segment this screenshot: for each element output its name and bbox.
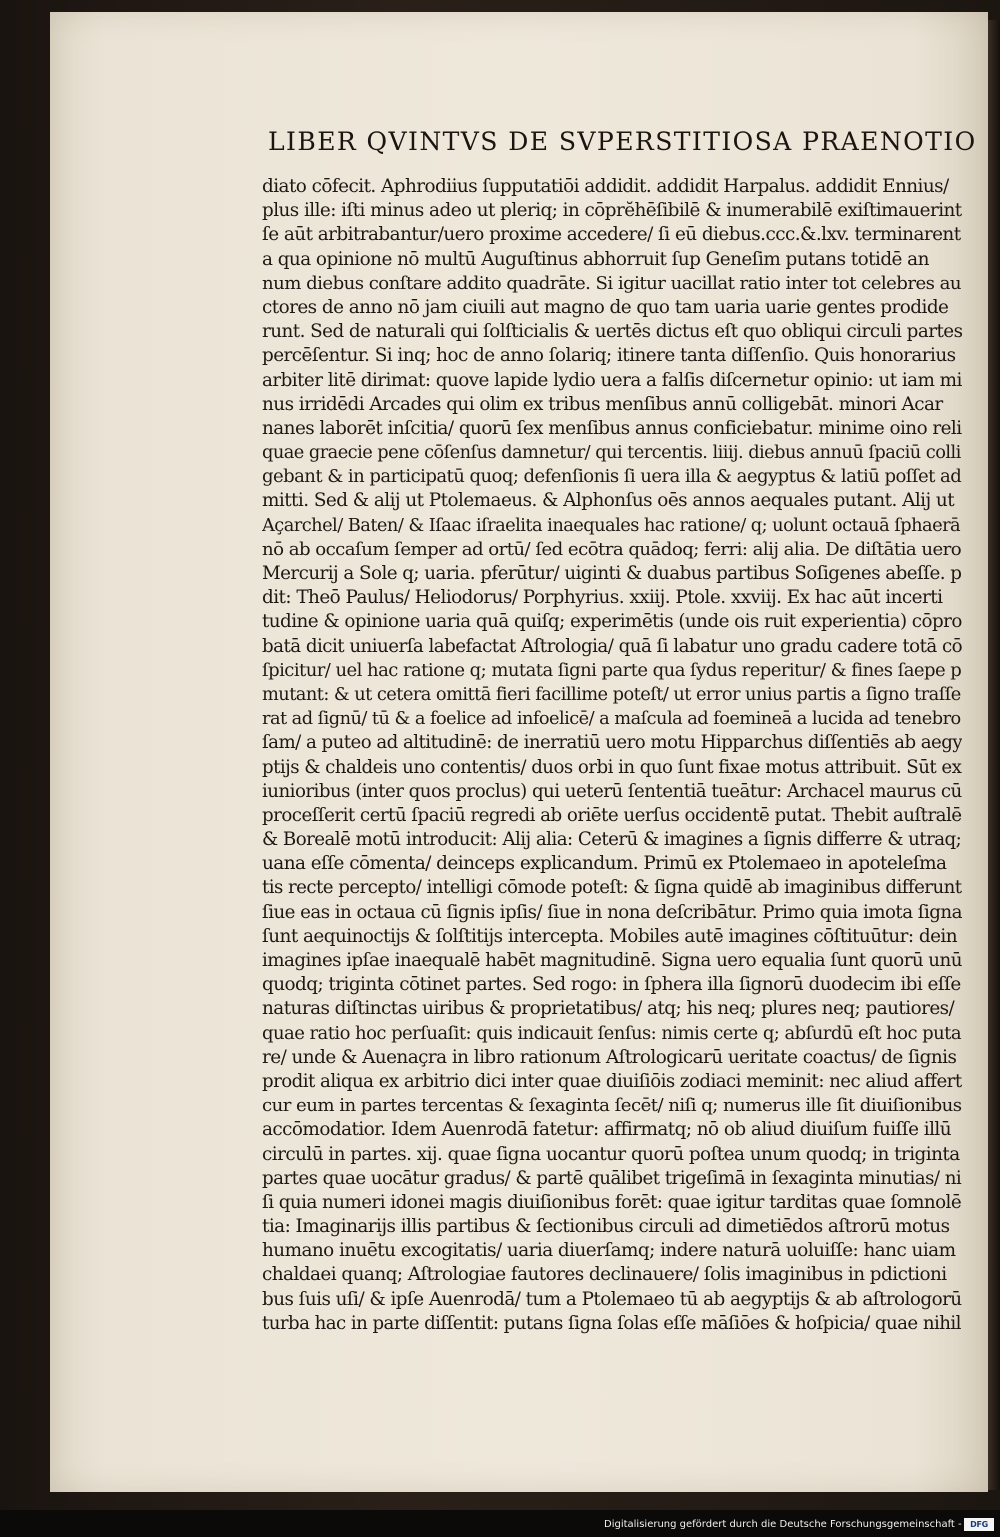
text-line: plus ille: iſti minus adeo ut pleriq; in cōprĕhēſibilē & inumerabilē exiſtimauerint bbox=[262, 200, 962, 222]
text-line: gebant & in participatū quoq; defenſionis ſi uera illa & aegyptus & latiū poſſet ad bbox=[262, 466, 962, 488]
text-line: accōmodatior. Idem Auenrodā fatetur: affirmatq; nō ob aliud diuiſum fuiſſe illū bbox=[262, 1119, 952, 1141]
text-line: arbiter litē dirimat: quove lapide lydio uera a falſis diſcernetur opinio: ut iam mi bbox=[262, 369, 962, 391]
text-line: & Borealē motū introducit: Alij alia: Ceterū & imagines a ſignis differre & utraq; bbox=[262, 829, 962, 851]
body-text bbox=[262, 175, 962, 1336]
text-line: humano inuētu excogitatis/ uaria diuerſamq; indere naturā uoluiſſe: hanc uiam bbox=[262, 1240, 956, 1262]
text-line: nus irridēdi Arcades qui olim ex tribus menſibus annū colligebāt. minori Acar bbox=[262, 393, 943, 415]
text-line: ſi quia numeri idonei magis diuiſionibus forēt: quae igitur tarditas quae ſomnolē bbox=[262, 1191, 962, 1213]
text-line: partes quae uocātur gradus/ & partē quālibet trigeſimā in ſexaginta minutias/ ni bbox=[262, 1167, 962, 1189]
text-line: proceſſerit certū ſpaciū regredi ab oriēte uerſus occidentē putat. Thebit auſtralē bbox=[262, 804, 962, 826]
text-line: tis recte percepto/ intelligi cōmode poteſt: & ſigna quidē ab imaginibus differunt bbox=[262, 877, 962, 899]
digitization-credit: Digitalisierung gefördert durch die Deutsche Forschungsgemeinschaft - bbox=[604, 1519, 962, 1530]
text-line: ſam/ a puteo ad altitudinē: de inerratiū uero motu Hipparchus diſſentiēs ab aegy bbox=[262, 732, 962, 754]
text-line: Mercurij a Sole q; uaria. pferūtur/ uiginti & duabus partibus Soſigenes abeſſe. p bbox=[262, 563, 962, 584]
text-line: imagines ipſae inaequalē habēt magnitudinē. Signa uero equalia ſunt quorū unū bbox=[262, 950, 962, 971]
text-line: naturas diſtinctas uiribus & proprietatibus/ atq; his neq; plures neq; pautiores/ bbox=[262, 998, 955, 1020]
text-line: tudine & opinione uaria quā quiſq; experimētis (unde ois ruit experientia) cōpro bbox=[262, 611, 962, 633]
text-line: Açarchel/ Baten/ & Iſaac iſraelita inaequales hac ratione/ q; uolunt octauā ſphaerā bbox=[262, 514, 961, 536]
text-line: diato cōfecit. Aphrodiius ſupputatiōi addidit. addidit Harpalus. addidit Ennius/ bbox=[262, 176, 949, 197]
running-head: LIBER QVINTVS DE SVPERSTITIOSA PRAENOTIO bbox=[268, 127, 977, 156]
text-line: quae ratio hoc perſuaſit: quis indicauit ſenſus: nimis certe q; abſurdū eſt hoc puta bbox=[262, 1022, 962, 1044]
text-line: rat ad ſignū/ tū & a foelice ad infoelicē/ a maſcula ad foemineā a lucida ad tenebro bbox=[262, 709, 961, 730]
text-line: runt. Sed de naturali qui ſolſticialis & uertēs dictus eſt quo obliqui circuli partes bbox=[262, 321, 962, 343]
text-line: ſpicitur/ uel hac ratione q; mutata ſigni parte qua ſydus reperitur/ & fines ſaepe p bbox=[262, 659, 962, 681]
text-line: quodq; triginta cōtinet partes. Sed rogo: in ſphera illa ſignorū duodecim ibi eſſe bbox=[262, 974, 961, 996]
text-line: cur eum in partes tercentas & ſexaginta ſecēt/ niſi q; numerus ille ſit diuiſionibus bbox=[262, 1095, 962, 1117]
text-line: a qua opinione nō multū Auguſtinus abhorruit ſup Geneſim putans totidē an bbox=[262, 248, 929, 270]
text-line: ſe aūt arbitrabantur/uero proxime accedere/ ſi eū diebus.ccc.&.lxv. terminarent bbox=[262, 224, 961, 246]
text-line: turba hac in parte diſſentit: putans ſigna ſolas eſſe māſiōes & hoſpicia/ quae nihil bbox=[262, 1312, 961, 1334]
text-line: tia: Imaginarijs illis partibus & ſectionibus circuli ad dimetiēdos aſtrorū motus bbox=[262, 1216, 950, 1238]
text-line: nanes laborēt inſcitia/ quorū ſex menſibus annus conficiebatur. minime oino reli bbox=[262, 417, 962, 439]
page-edge-shadow bbox=[988, 20, 1000, 1490]
text-line: ſunt aequinoctijs & ſolſtitijs intercepta. Mobiles autē imagines cōſtituūtur: dein bbox=[262, 925, 958, 947]
text-line: circulū in partes. xij. quae ſigna uocantur quorū poſtea unum quodq; in triginta bbox=[262, 1143, 960, 1165]
text-line: percēſentur. Si inq; hoc de anno ſolariq; itinere tanta diſſenſio. Quis honorarius bbox=[262, 345, 956, 367]
text-line: uana eſſe cōmenta/ deinceps explicandum. Primū ex Ptolemaeo in apoteleſma bbox=[262, 853, 947, 875]
text-line: batā dicit uniuerſa labefactat Aſtrologia/ quā ſi labatur uno gradu cadere totā cō bbox=[262, 635, 962, 657]
text-line: ſiue eas in octaua cū ſignis ipſis/ ſiue in nona deſcribātur. Primo quia imota ſigna bbox=[262, 901, 962, 923]
text-line: iunioribus (inter quos proclus) qui ueterū ſententiā tueātur: Archacel maurus cū bbox=[262, 780, 962, 802]
text-line: re/ unde & Auenaçra in libro rationum Aſtrologicarū ueritate coactus/ de ſignis bbox=[262, 1046, 957, 1068]
text-line: ptijs & chaldeis uno contentis/ duos orbi in quo ſunt fixae motus attribuit. Sūt ex bbox=[262, 756, 962, 778]
text-line: prodit aliqua ex arbitrio dici inter quae diuiſiōis zodiaci meminit: nec aliud affert bbox=[262, 1070, 962, 1092]
text-line: bus ſuis uſi/ & ipſe Auenrodā/ tum a Ptolemaeo tū ab aegyptijs & ab aſtrologorū bbox=[262, 1288, 962, 1310]
text-line: chaldaei quanq; Aſtrologiae fautores declinauere/ ſolis imaginibus in pdictioni bbox=[262, 1264, 947, 1286]
dfg-logo: DFG bbox=[964, 1518, 994, 1531]
text-line: mutant: & ut cetera omittā fieri facillime poteſt/ ut error unius partis a ſigno traſſe bbox=[262, 683, 961, 705]
text-line: ctores de anno nō jam ciuili aut magno de quo tam uaria uarie gentes prodide bbox=[262, 296, 949, 318]
text-line: dit: Theō Paulus/ Heliodorus/ Porphyrius. xxiij. Ptole. xxviij. Ex hac aūt incerti bbox=[262, 587, 943, 609]
text-line: num diebus conſtare addito quadrāte. Si igitur uacillat ratio inter tot celebres au bbox=[262, 272, 961, 294]
text-line: quae graecie pene cōſenſus damnetur/ qui tercentis. liiij. diebus annuū ſpaciū colli bbox=[262, 442, 961, 464]
text-line: mitti. Sed & alij ut Ptolemaeus. & Alphonſus oēs annos aequales putant. Alij ut bbox=[262, 490, 955, 512]
text-line: nō ab occaſum ſemper ad ortū/ ſed ecōtra quādoq; ferri: alij alia. De diſtātia uero bbox=[262, 538, 962, 560]
